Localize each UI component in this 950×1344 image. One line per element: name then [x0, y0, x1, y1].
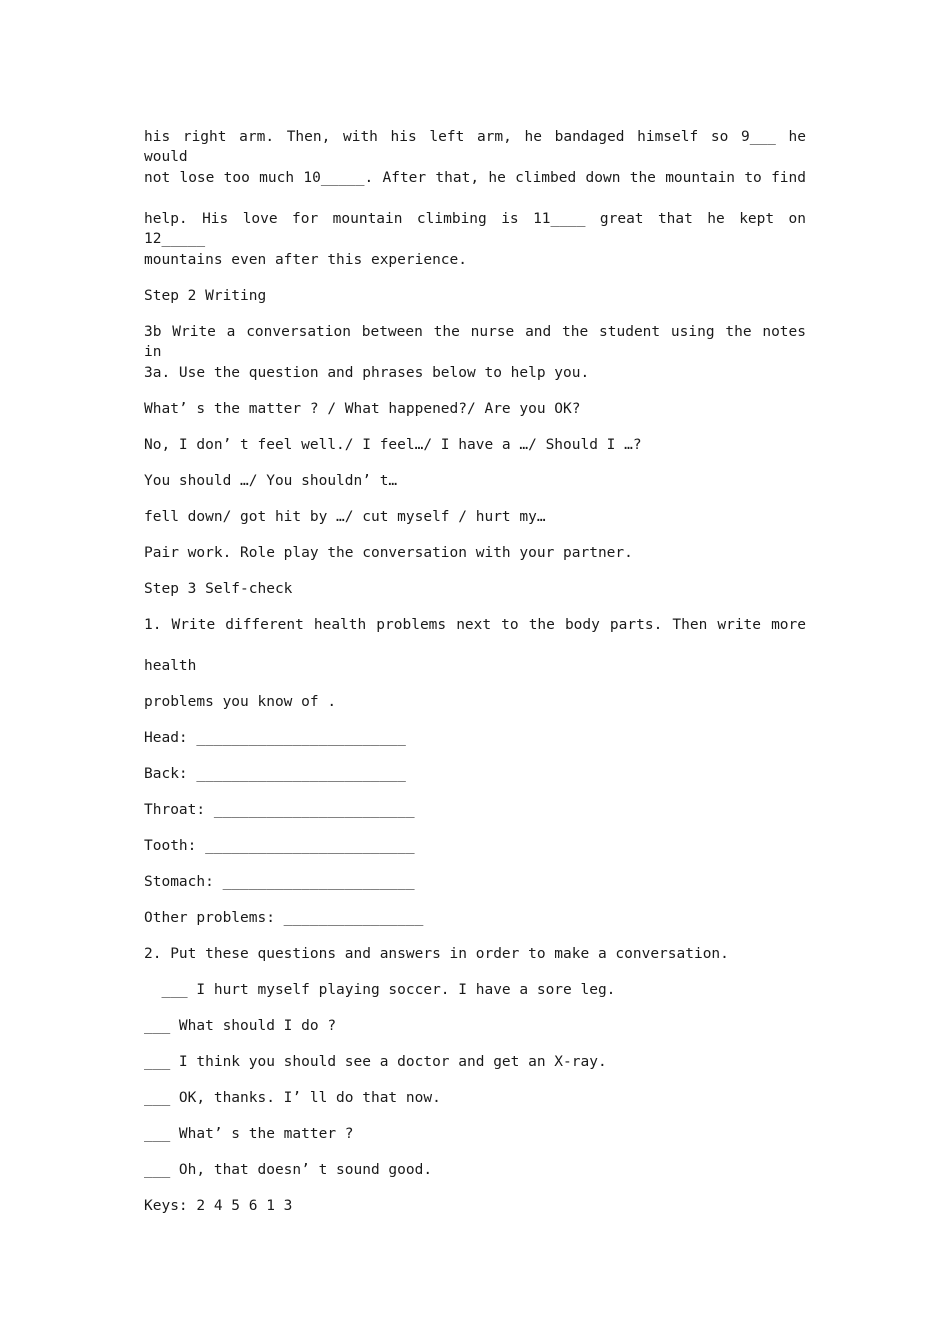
step3-heading: Step 3 Self-check — [144, 581, 293, 597]
conversation-line: ___ I think you should see a doctor and get an X-ray. — [144, 1054, 607, 1070]
conversation-line: ___ What’ s the matter ? — [144, 1126, 354, 1142]
phrase-line: What’ s the matter ? / What happened?/ Are you OK? — [144, 401, 581, 417]
body-part-stomach: Stomach: ______________________ — [144, 874, 415, 890]
passage-line-2: not lose too much 10_____. After that, he climbed down the mountain to find — [144, 170, 806, 186]
other-problems: Other problems: ________________ — [144, 910, 424, 926]
phrase-line: No, I don’ t feel well./ I feel…/ I have a …/ Should I …? — [144, 437, 642, 453]
question-2-heading: 2. Put these questions and answers in order to make a conversation. — [144, 946, 729, 962]
phrase-line: fell down/ got hit by …/ cut myself / hurt my… — [144, 509, 546, 525]
question-1-line-1: 1. Write different health problems next to the body parts. Then write more — [144, 617, 806, 633]
step2-heading: Step 2 Writing — [144, 288, 267, 304]
step2-task-line-2: 3a. Use the question and phrases below to help you. — [144, 365, 590, 381]
question-1-line-2: health — [144, 658, 197, 674]
phrase-line: You should …/ You shouldn’ t… — [144, 473, 398, 489]
passage-line-3: help. His love for mountain climbing is 11____ great that he kept on 12_____ — [144, 211, 806, 247]
conversation-line: ___ OK, thanks. I’ ll do that now. — [144, 1090, 441, 1106]
step2-task-line-1: 3b Write a conversation between the nurse and the student using the notes in — [144, 324, 806, 360]
body-part-tooth: Tooth: ________________________ — [144, 838, 415, 854]
body-part-throat: Throat: _______________________ — [144, 802, 415, 818]
passage-line-1: his right arm. Then, with his left arm, he bandaged himself so 9___ he would — [144, 129, 806, 165]
passage-line-4: mountains even after this experience. — [144, 252, 468, 268]
body-part-head: Head: ________________________ — [144, 730, 406, 746]
body-part-back: Back: ________________________ — [144, 766, 406, 782]
conversation-line: ___ I hurt myself playing soccer. I have a sore leg. — [144, 982, 616, 998]
conversation-line: ___ What should I do ? — [144, 1018, 337, 1034]
answer-keys: Keys: 2 4 5 6 1 3 — [144, 1198, 293, 1214]
pair-work-instruction: Pair work. Role play the conversation with your partner. — [144, 545, 633, 561]
question-1-line-3: problems you know of . — [144, 694, 337, 710]
conversation-line: ___ Oh, that doesn’ t sound good. — [144, 1162, 433, 1178]
